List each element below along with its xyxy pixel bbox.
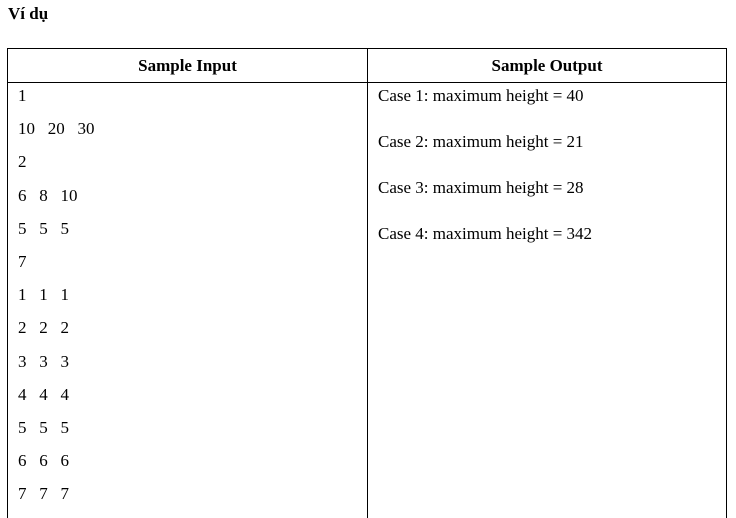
input-line: 2 2 2 bbox=[18, 318, 69, 338]
sample-output-list bbox=[378, 86, 592, 270]
input-line: 4 4 4 bbox=[18, 384, 69, 404]
input-line: 7 bbox=[18, 251, 27, 271]
sample-input-header: Sample Input bbox=[138, 55, 237, 75]
sample-table bbox=[7, 48, 727, 518]
input-line: 5 5 5 bbox=[18, 218, 69, 238]
output-line: Case 3: maximum height = 28 bbox=[378, 178, 584, 197]
section-heading: Ví dụ bbox=[8, 4, 49, 23]
column-divider bbox=[367, 49, 368, 518]
input-line: 7 7 7 bbox=[18, 484, 69, 504]
output-line: Case 2: maximum height = 21 bbox=[378, 132, 584, 151]
input-line: 6 6 6 bbox=[18, 451, 69, 471]
input-line: 1 bbox=[18, 86, 27, 105]
sample-input-list bbox=[18, 86, 95, 517]
input-line: 3 3 3 bbox=[18, 351, 69, 371]
input-line: 6 8 10 bbox=[18, 185, 78, 205]
input-line: 2 bbox=[18, 152, 27, 172]
input-line: 10 20 30 bbox=[18, 119, 95, 139]
output-line: Case 1: maximum height = 40 bbox=[378, 86, 584, 105]
sample-output-header: Sample Output bbox=[491, 55, 603, 75]
input-line: 5 5 5 bbox=[18, 417, 69, 437]
output-line: Case 4: maximum height = 342 bbox=[378, 224, 593, 243]
input-line: 1 1 1 bbox=[18, 285, 69, 305]
